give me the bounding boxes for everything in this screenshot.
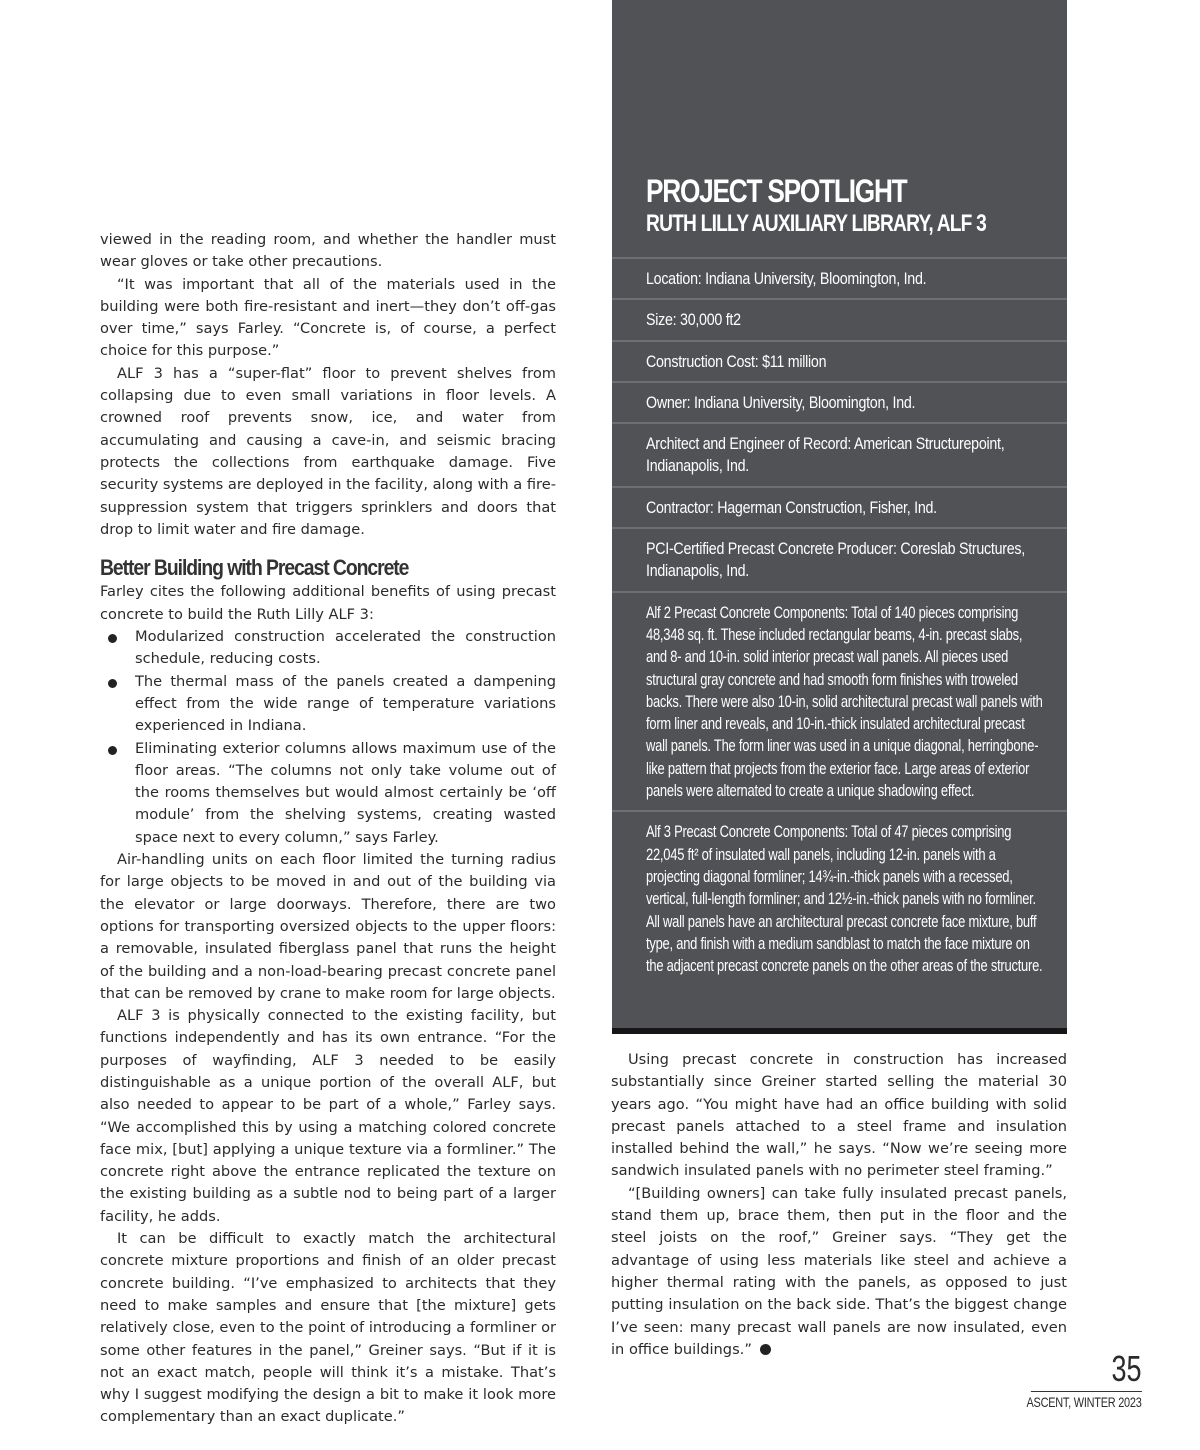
left-column [100, 229, 556, 1429]
fact-text: Owner: Indiana University, Bloomington, Ind. [646, 393, 916, 412]
fact-alf2-components [612, 593, 1067, 813]
list-item: Modularized construction accelerated the construction schedule, reducing costs. [135, 626, 556, 671]
fact-alf3-components [612, 812, 1067, 985]
fact-construction-cost [612, 342, 1067, 383]
fact-size [612, 300, 1067, 341]
body-paragraph: Using precast concrete in construction has increased substantially since Greiner started selling the material 30 years ago. “You might have had an office building with solid precast panels attached to a steel frame and insulation installed behind the wall,” he says. “Now we’re seeing more sandwich insulated panels with no perimeter steel framing.” [611, 1051, 1067, 1180]
sidebar-header [646, 172, 1066, 238]
body-paragraph: Farley cites the following additional benefits of using precast concrete to build the Ruth Lilly ALF 3: [100, 583, 556, 623]
fact-text: Size: 30,000 ft2 [646, 311, 741, 330]
fact-text: PCI-Certified Precast Concrete Producer: Coreslab Structures, Indianapolis, Ind. [646, 540, 1025, 581]
body-paragraph: Air-handling units on each floor limited the turning radius for large objects to be moved in and out of the building via the elevator or large doorways. Therefore, there are two options for transporting oversized objects to the upper floors: a removable, insulated fiberglass panel that runs the height of the building and a non-load-bearing precast concrete panel that can be removed by crane to make room for large objects. [100, 851, 556, 1002]
list-item: Eliminating exterior columns allows maximum use of the floor areas. “The columns not only take volume out of the rooms themselves but would almost certainly be ‘off module’ from the shelving systems, creating wasted space next to every column,” says Farley. [135, 738, 556, 849]
page-folio [994, 1350, 1142, 1412]
body-paragraph: ALF 3 has a “super-flat” floor to prevent shelves from collapsing due to even small variations in floor levels. A crowned roof prevents snow, ice, and water from accumulating and causing a cave-in, and seismic bracing protects the collections from earthquake damage. Five security systems are deployed in the facility, along with a fire-suppression system that triggers sprinklers and doors that drop to limit water and fire damage. [100, 364, 556, 538]
body-paragraph: ALF 3 is physically connected to the existing facility, but functions independently and has its own entrance. “For the purposes of wayfinding, ALF 3 needed to be easily distinguishable as a unique portion of the overall ALF, but also needed to appear to be part of a whole,” Farley says. “We accomplished this by using a matching colored concrete face mix, [but] applying a unique texture via a formliner.” The concrete right above the entrance replicated the texture on the existing building as a subtle nod to being part of a larger facility, he adds. [100, 1007, 556, 1225]
body-paragraph [611, 1183, 1067, 1361]
fact-text: Architect and Engineer of Record: American Structurepoint, Indianapolis, Ind. [646, 435, 1005, 476]
page-number: 35 [1031, 1350, 1142, 1392]
project-spotlight-sidebar [612, 0, 1067, 1034]
fact-owner [612, 383, 1067, 424]
sidebar-title: PROJECT SPOTLIGHT [646, 173, 907, 209]
fact-location [612, 259, 1067, 300]
fact-text: Alf 2 Precast Concrete Components: Total of 140 pieces comprising 48,348 sq. ft. These included rectangular beams, 4-in. precast slabs, and 8- and 10-in. solid interior precast wall panels. All pieces used structural gray concrete and had smooth form finishes with troweled backs. There were also 10-in, solid architectural precast wall panels with form liner and reveals, and 10-in.-thick insulated architectural precast wall panels. The form liner was used in a unique diagonal, herringbone-like pattern that projects from the exterior face. Large areas of exterior panels were alternated to create a unique shadowing effect. [646, 603, 1043, 801]
fact-text: Contractor: Hagerman Construction, Fisher, Ind. [646, 498, 937, 517]
fact-text: Alf 3 Precast Concrete Components: Total of 47 pieces comprising 22,045 ft² of insulated wall panels, including 12-in. panels with a projecting diagonal formliner; 14¾-in.-thick panels with a recessed, vertical, full-length formliner; and 12½-in.-thick panels with no formliner. All wall panels have an architectural precast concrete face mixture, buff type, and finish with a medium sandblast to match the face mixture on the adjacent precast concrete panels on the other areas of the structure. [646, 823, 1043, 976]
project-facts-list [612, 257, 1067, 985]
fact-architect [612, 424, 1067, 488]
closing-text: “[Building owners] can take fully insulated precast panels, stand them up, brace them, then put in the floor and the steel joists on the roof,” Greiner says. “They get the advantage of using less materials like steel and achieve a higher thermal rating with the panels, as opposed to just putting insulation on the back side. That’s the biggest change I’ve seen: many precast wall panels are now insulated, even in office buildings.” [611, 1184, 1067, 1358]
section-subhead: Better Building with Precast Concrete [100, 555, 409, 581]
fact-text: Construction Cost: $11 million [646, 352, 827, 371]
right-column [611, 1049, 1067, 1361]
body-paragraph: viewed in the reading room, and whether the handler must wear gloves or take other precautions. [100, 231, 556, 271]
fact-contractor [612, 488, 1067, 529]
benefits-list [100, 626, 556, 849]
end-mark-icon [760, 1344, 771, 1355]
body-paragraph: “It was important that all of the materials used in the building were both fire-resistant and inert—they don’t off-gas over time,” says Farley. “Concrete is, of course, a perfect choice for this purpose.” [100, 275, 556, 360]
fact-text: Location: Indiana University, Bloomington, Ind. [646, 270, 927, 288]
issue-label: ASCENT, WINTER 2023 [1026, 1394, 1142, 1410]
sidebar-subtitle: RUTH LILLY AUXILIARY LIBRARY, ALF 3 [646, 210, 987, 237]
body-paragraph: It can be difficult to exactly match the architectural concrete mixture proportions and finish of an older precast concrete building. “I’ve emphasized to architects that they need to make samples and ensure that [the mixture] gets relatively close, even to the point of introducing a formliner or some other features in the panel,” Greiner says. “But if it is not an exact match, people will think it’s a mistake. That’s why I suggest modifying the design a bit to make it look more complementary than an exact duplicate.” [100, 1230, 556, 1426]
list-item: The thermal mass of the panels created a dampening effect from the wide range of temperature variations experienced in Indiana. [135, 671, 556, 738]
fact-precast-producer [612, 529, 1067, 593]
